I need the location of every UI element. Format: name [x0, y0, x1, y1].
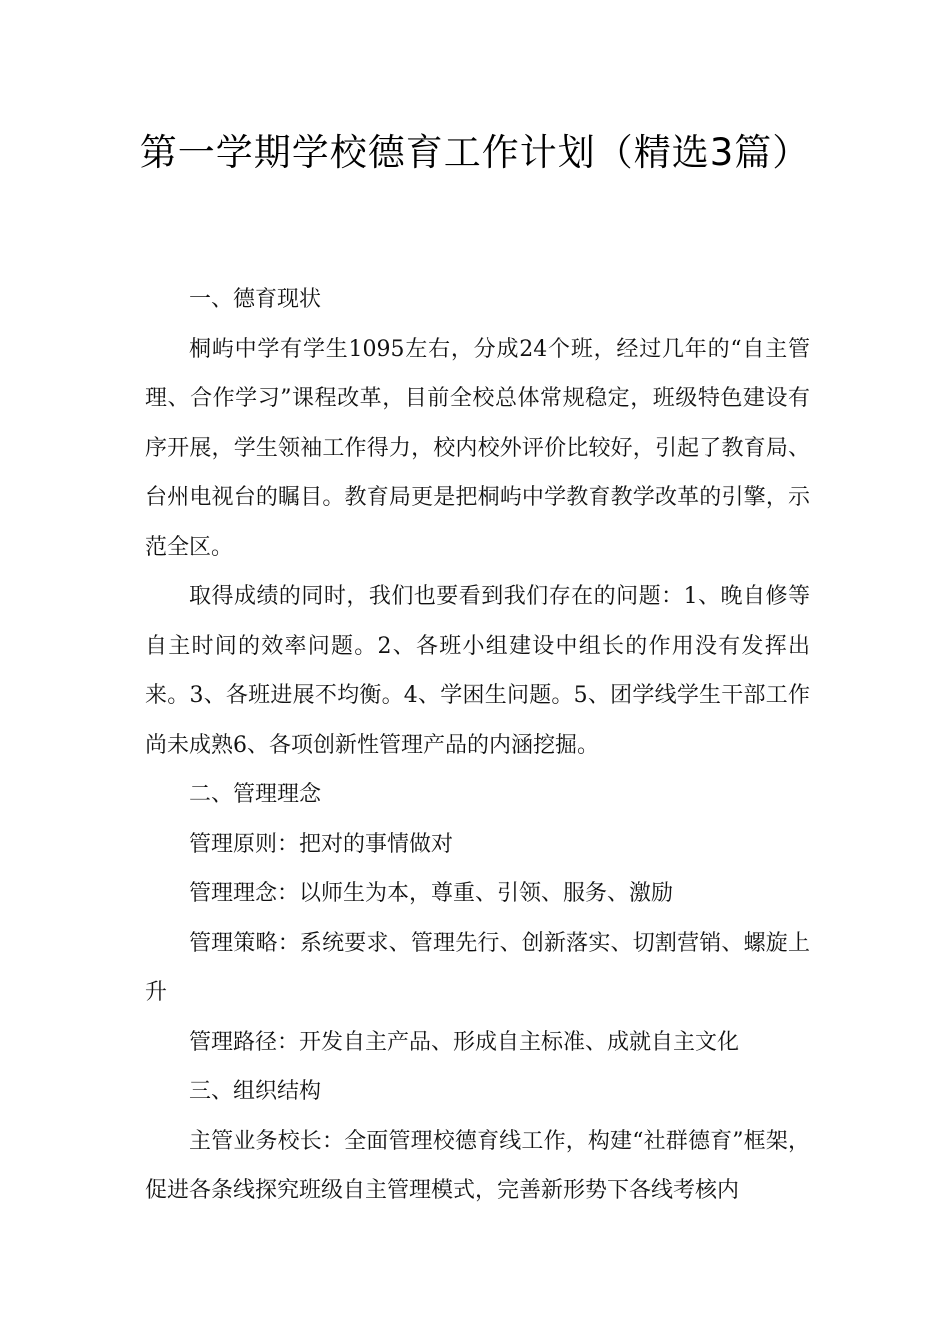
- paragraph-problems: 取得成绩的同时，我们也要看到我们存在的问题：1、晚自修等自主时间的效率问题。2、各班小组建设中组长的作用没有发挥出来。3、各班进展不均衡。4、学困生问题。5、团学线学生干部工作尚未成熟6、各项创新性管理产品的内涵挖掘。: [145, 584, 810, 758]
- paragraph-management-principle: 管理原则：把对的事情做对: [189, 831, 454, 857]
- document-body: [145, 275, 810, 1216]
- paragraph-management-strategy: 管理策略：系统要求、管理先行、创新落实、切割营销、螺旋上升: [145, 930, 810, 1005]
- paragraph-principal-duties: 主管业务校长：全面管理校德育线工作，构建“社群德育”框架，促进各条线探究班级自主管理模式，完善新形势下各线考核内: [145, 1128, 810, 1203]
- section-heading-management-concept: 二、管理理念: [189, 782, 322, 807]
- document-title: 第一学期学校德育工作计划（精选3篇）: [139, 131, 811, 174]
- section-heading-moral-status: 一、德育现状: [189, 287, 322, 312]
- paragraph-management-concept: 管理理念：以师生为本，尊重、引领、服务、激励: [189, 881, 674, 906]
- section-heading-organization: 三、组织结构: [189, 1079, 322, 1104]
- paragraph-management-path: 管理路径：开发自主产品、形成自主标准、成就自主文化: [189, 1029, 740, 1055]
- paragraph-school-overview: 桐屿中学有学生1095左右，分成24个班，经过几年的“自主管理、合作学习”课程改革，目前全校总体常规稳定，班级特色建设有序开展，学生领袖工作得力，校内校外评价比较好，引起了教育局、台州电视台的瞩目。教育局更是把桐屿中学教育教学改革的引擎，示范全区。: [145, 336, 810, 560]
